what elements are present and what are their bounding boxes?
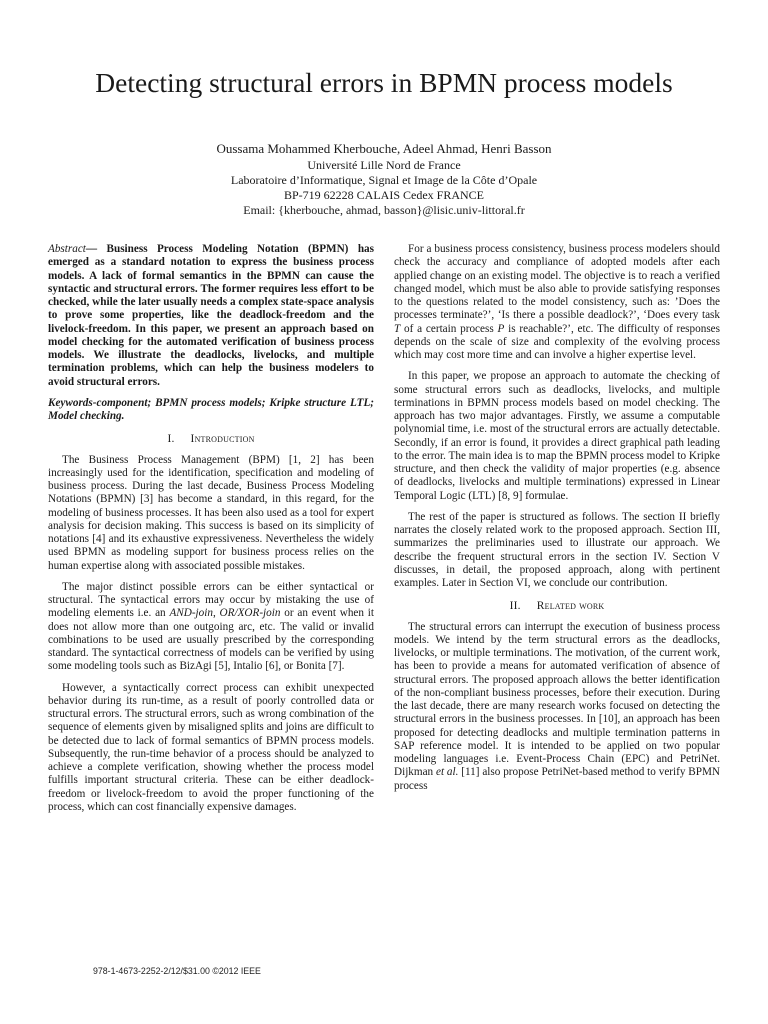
section-heading-introduction — [48, 433, 374, 446]
body-paragraph: In this paper, we propose an approach to automate the checking of some structural errors such as deadlocks, livelocks, and multiple terminations in BPMN process models based on model checking. The approach has two major advantages. Firstly, we assume a computable polynomial time, i.e. most of the structural errors are actually detectable. Secondly, if an error is found, it provides a direct graphical path leading to the error. The main idea is to map the BPMN process model to Kripke structure, and then check the validity of major properties (e.g. absence of deadlocks, livelocks and multiple terminations) expressed in Linear Temporal Logic (LTL) [8, 9] formulae. — [394, 370, 720, 502]
text-run: of a certain process — [400, 322, 498, 335]
text-run: or an event when it does not allow more than one outgoing arc, etc. The valid or invalid combinations to be used are usually prescribed by the corresponding standard. The syntactical correctness of models can be verified by using some modeling tools such as BizAgi [5], Intalio [6], or Bonita [7]. — [48, 607, 374, 673]
italic-term: T — [394, 322, 401, 335]
left-column — [48, 243, 374, 822]
abstract-label: Abstract — [48, 243, 86, 255]
italic-term: OR/XOR-join — [219, 607, 281, 620]
italic-term: et al. — [436, 766, 459, 779]
abstract-paragraph — [48, 243, 374, 389]
keywords-paragraph: Keywords-component; BPMN process models; Kripke structure LTL; Model checking. — [48, 396, 374, 422]
section-number: II. — [509, 600, 521, 613]
affiliation-laboratory: Laboratoire d’Informatique, Signal et Image de la Côte d’Opale — [230, 173, 538, 187]
copyright-footer: 978-1-4673-2252-2/12/$31.00 ©2012 IEEE — [93, 966, 261, 976]
section-heading-related-work — [394, 600, 720, 613]
text-run: The structural errors can interrupt the execution of business process models. We intend by the term structural errors as the deadlocks, livelocks, or multiple terminations. The motivation, of the current work, has been to provide a means for automated verification of absence of structural errors. The proposed approach allows the better identification of the non-compliant business processes, before their execution. During the last decade, there are many research works focused on detecting the structural errors in the business processes. In [10], an approach has been proposed for detecting deadlocks and multiple termination patterns in SAP reference model. It is intended to be applied on two popular modeling languages i.e. Event-Process Chain (EPC) and PetriNet. Dijkman — [394, 620, 720, 779]
author-list: Oussama Mohammed Kherbouche, Adeel Ahmad, Henri Basson — [216, 141, 552, 156]
abstract-text: — Business Process Modeling Notation (BPMN) has emerged as a standard notation to express the business process models. A lack of formal semantics in the BPMN can cause the syntactic and structural errors. The former requires less effort to be checked, while the later usually needs a complex state-space analysis to prove some properties, like the deadlock-freedom and the livelock-freedom. In this paper, we present an approach based on model checking for the automated verification of business process models. We illustrate the deadlocks, livelocks, and multiple termination problems, which can help the business modelers to avoid structural errors. — [48, 243, 374, 388]
text-run: , — [212, 607, 220, 620]
body-paragraph — [394, 621, 720, 793]
body-paragraph: The rest of the paper is structured as follows. The section II briefly narrates the closely related work to the proposed approach. Section III, summarizes the preliminaries used to illustrate our approach. We describe the frequent structural errors in the section IV. Section V discusses, in detail, the proposed approach, along with pertinent examples. Later in Section VI, we conclude our contribution. — [394, 510, 720, 589]
body-paragraph — [394, 243, 720, 362]
section-title: Introduction — [190, 433, 255, 446]
body-paragraph: However, a syntactically correct process can exhibit unexpected behavior during its run-time, as a result of poorly controlled data or structural errors. The structural errors, such as wrong combination of the sequence of elements given by misaligned splits and joins are difficult to be detected due to lack of formal semantics of BPMN process models. Subsequently, the run-time behavior of a process should be analyzed to achieve a complete verification, showing whether the process model fulfills important structural criteria. These can be either deadlock-freedom or livelock-freedom to avoid the proper functioning of the process, which can cost financially expensive damages. — [48, 681, 374, 813]
paper-title: Detecting structural errors in BPMN process models — [95, 67, 673, 98]
body-paragraph: The Business Process Management (BPM) [1, 2] has been increasingly used for the identification, specification and modeling of business process. During the last decade, Business Process Modeling Notations (BPMN) [3] has become a standard, in this regard, for the modeling of business processes. It has been also used as a tool for expert analysis for decision making. This success is based on its simplicity of notations [4] and its exhaustive expressiveness. Nevertheless the widely used BPMN as modeling support for business process relies on the human expertise along with associated possible mistakes. — [48, 453, 374, 572]
italic-term: P — [497, 322, 505, 335]
right-column — [394, 243, 720, 801]
text-run: [11] also propose PetriNet-based method to verify BPMN process — [394, 766, 720, 792]
italic-term: AND-join — [169, 607, 213, 620]
section-number: I. — [167, 433, 175, 446]
affiliation-address: BP-719 62228 CALAIS Cedex FRANCE — [283, 188, 484, 202]
section-title: Related work — [536, 600, 605, 613]
text-run: is reachable?’, etc. The difficulty of responses depends on the scale of size and complexity of the evolving process which may cost more time and can involve a higher expertise level. — [394, 322, 720, 361]
affiliation-university: Université Lille Nord de France — [307, 158, 461, 172]
text-run: For a business process consistency, business process modelers should check the accuracy and compliance of adopted models after each applied change on an existing model. The objective is to reach a verified changed model, which must be also able to provide satisfying responses to the questions related to the model consistency, such as: ’Does the processes terminate?’, ‘Is there a possible deadlock?’, ‘Does every task — [394, 243, 720, 322]
text-run: The major distinct possible errors can be either syntactical or structural. The syntactical errors may occur by mistaking the use of modeling elements i.e. an — [48, 580, 374, 620]
affiliation-block — [0, 158, 768, 218]
affiliation-email: Email: {kherbouche, ahmad, basson}@lisic.univ-littoral.fr — [243, 203, 525, 217]
body-paragraph — [48, 581, 374, 674]
